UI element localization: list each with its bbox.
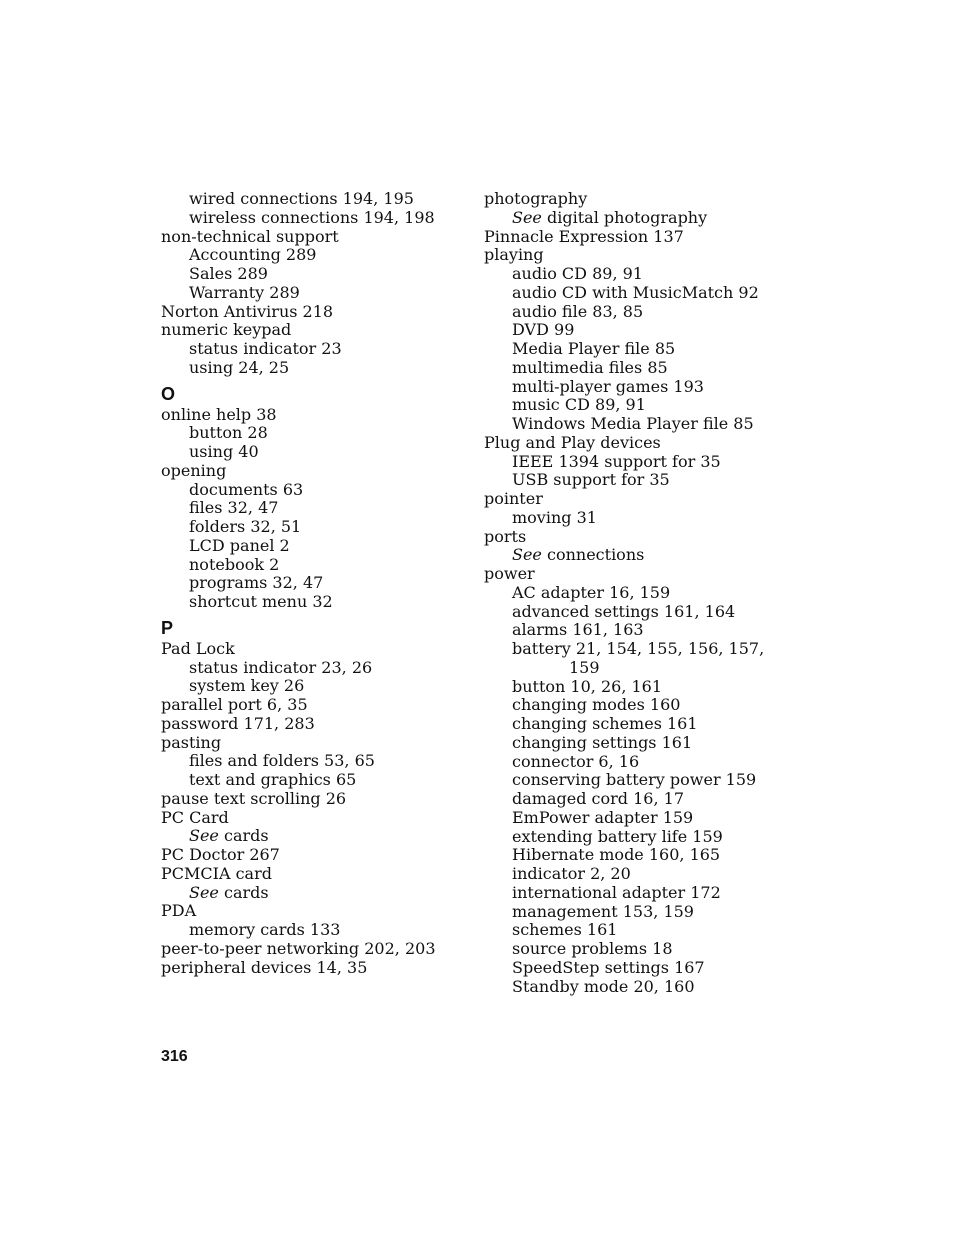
index-subentry: indicator 2, 20	[512, 864, 631, 883]
index-entry: pause text scrolling 26	[161, 788, 347, 808]
index-subentry: multimedia files 85	[512, 357, 668, 377]
index-subentry: alarms 161, 163	[512, 620, 644, 640]
index-entry: PC Card	[161, 807, 229, 827]
see-label: See	[512, 207, 542, 227]
index-subentry: wireless connections 194, 198	[189, 207, 435, 227]
index-entry: Pinnacle Expression 137	[484, 226, 684, 246]
cross-reference-target: cards	[224, 882, 269, 902]
index-subentry: files and folders 53, 65	[189, 751, 375, 771]
index-subentry: management 153, 159	[512, 901, 694, 921]
index-subentry: battery 21, 154, 155, 156, 157,	[512, 639, 765, 658]
index-entry: pasting	[161, 732, 222, 752]
index-subentry: audio file 83, 85	[512, 301, 644, 321]
index-subentry: music CD 89, 91	[512, 395, 646, 415]
index-subentry: shortcut menu 32	[189, 592, 333, 611]
index-entry: numeric keypad	[161, 320, 292, 340]
see-label: See	[189, 826, 219, 846]
index-entry: peripheral devices 14, 35	[161, 957, 368, 977]
index-subentry: international adapter 172	[512, 882, 721, 902]
index-entry: playing	[484, 245, 544, 265]
index-subentry: moving 31	[512, 507, 597, 527]
index-entry: online help 38	[161, 404, 277, 424]
index-subentry: Accounting 289	[189, 245, 317, 265]
index-subentry: button 28	[189, 423, 268, 443]
index-subentry: changing modes 160	[512, 695, 681, 715]
index-subentry: USB support for 35	[512, 470, 670, 490]
section-letter-o: O	[161, 383, 176, 404]
cross-reference	[484, 546, 784, 565]
cross-reference	[161, 884, 461, 903]
index-subentry: memory cards 133	[189, 920, 341, 939]
index-entry: power	[484, 564, 535, 583]
index-entry: Norton Antivirus 218	[161, 301, 334, 321]
index-subentry: status indicator 23, 26	[189, 657, 373, 677]
index-subentry: status indicator 23	[189, 339, 342, 358]
index-subentry: files 32, 47	[189, 498, 279, 518]
index-entry: photography	[484, 189, 588, 208]
index-subentry: DVD 99	[512, 320, 575, 340]
index-column-right	[484, 190, 784, 996]
index-subentry: Standby mode 20, 160	[512, 976, 695, 996]
section-letter-p: P	[161, 617, 174, 638]
index-subentry: audio CD 89, 91	[512, 264, 643, 283]
index-subentry: Windows Media Player file 85	[512, 414, 754, 433]
index-column-left	[161, 190, 461, 977]
index-subentry-continuation: 159	[569, 657, 600, 677]
index-subentry: wired connections 194, 195	[189, 189, 414, 208]
index-entry: PC Doctor 267	[161, 845, 280, 864]
index-entry: peer-to-peer networking 202, 203	[161, 938, 436, 958]
index-subentry: folders 32, 51	[189, 517, 302, 536]
index-entry: PDA	[161, 901, 197, 921]
index-subentry: advanced settings 161, 164	[512, 601, 736, 621]
see-label: See	[189, 882, 219, 902]
index-subentry: documents 63	[189, 479, 304, 499]
index-subentry: changing settings 161	[512, 732, 693, 752]
index-subentry: EmPower adapter 159	[512, 807, 694, 827]
index-subentry: using 40	[189, 442, 259, 461]
index-entry: parallel port 6, 35	[161, 695, 308, 714]
index-entry: password 171, 283	[161, 713, 315, 733]
index-subentry: system key 26	[189, 676, 305, 696]
index-entry: PCMCIA card	[161, 863, 272, 883]
index-subentry: Media Player file 85	[512, 339, 676, 358]
cross-reference	[484, 209, 784, 228]
index-subentry: damaged cord 16, 17	[512, 789, 684, 808]
index-subentry: programs 32, 47	[189, 573, 324, 593]
index-subentry: text and graphics 65	[189, 770, 357, 789]
index-subentry: Warranty 289	[189, 282, 300, 302]
index-entry: opening	[161, 460, 227, 480]
index-subentry: audio CD with MusicMatch 92	[512, 282, 759, 302]
cross-reference-target: cards	[224, 826, 269, 846]
index-subentry: Sales 289	[189, 264, 268, 283]
index-subentry: multi-player games 193	[512, 376, 704, 396]
index-subentry: AC adapter 16, 159	[512, 582, 671, 602]
page-number: 316	[161, 1048, 188, 1065]
index-subentry: LCD panel 2	[189, 535, 290, 555]
index-entry: non-technical support	[161, 226, 339, 246]
index-entry: Plug and Play devices	[484, 432, 661, 452]
index-subentry: button 10, 26, 161	[512, 676, 663, 696]
index-entry: ports	[484, 526, 527, 546]
index-subentry: changing schemes 161	[512, 714, 698, 733]
cross-reference-target: digital photography	[547, 207, 708, 227]
index-subentry: conserving battery power 159	[512, 770, 757, 790]
index-subentry: IEEE 1394 support for 35	[512, 451, 721, 471]
see-label: See	[512, 545, 542, 565]
index-subentry: schemes 161	[512, 920, 618, 940]
index-entry: pointer	[484, 489, 543, 508]
index-subentry: using 24, 25	[189, 357, 290, 377]
index-subentry: connector 6, 16	[512, 751, 640, 771]
index-subentry: SpeedStep settings 167	[512, 957, 705, 977]
index-subentry: extending battery life 159	[512, 826, 723, 846]
index-subentry: source problems 18	[512, 939, 673, 958]
index-subentry: Hibernate mode 160, 165	[512, 845, 721, 865]
cross-reference-target: connections	[547, 545, 645, 565]
index-entry: Pad Lock	[161, 638, 235, 658]
index-subentry: notebook 2	[189, 554, 280, 574]
cross-reference	[161, 827, 461, 846]
